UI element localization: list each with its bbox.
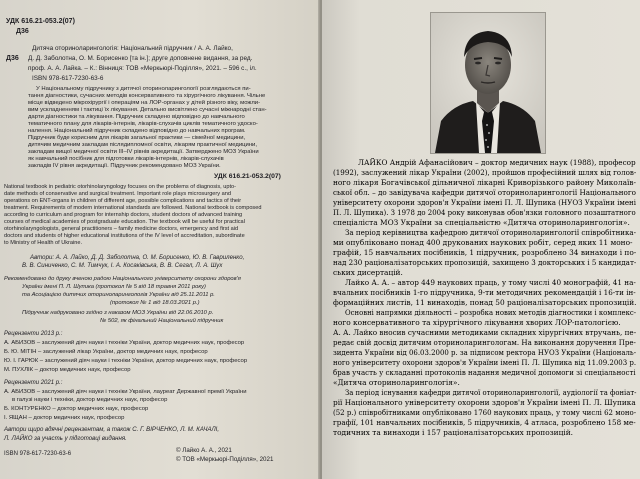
abstract-line: operations on ENT-organs in children of different age, possible complications and tactics of their (4, 198, 242, 204)
abstract-line: закладам вищої медичної освіти III–IV рівнів акредитації. Затверджено МОЗ України (28, 149, 259, 155)
abstract-line: treatment. Requirements of modern international standards are followed. National textbook is composed (4, 205, 262, 211)
approval-line: Рекомендовано до друку вченою радою Національного університету охорони здоров'я (4, 276, 241, 282)
isbn-line: ISBN 978-617-7230-63-6 (32, 75, 104, 82)
reviewer-line: в галузі науки і техніки, доктор медичних наук, професор (12, 397, 168, 403)
bio-line: зидента України від 06.03.2000 р. за підписом ректора НУОЗ України (Національ- (333, 348, 637, 357)
bio-line: тодичних та винаходи і 157 раціоналізаторських пропозицій. (333, 428, 574, 437)
authors-line: Автори: А. А. Лайко, Д. Д. Заболотна, О. М. Борисенко, Ю. В. Гавриленко, (30, 254, 245, 261)
bio-line: над 230 раціоналізаторських пропозицій, захищено 3 докторських і 5 кандидат- (333, 258, 637, 267)
bio-line: графії, 101 навчальних посібників, 5 підручників, 4 атласа, розроблено 158 ме- (333, 418, 636, 427)
bio-line: ЛАЙКО Андрій Афанасійович – доктор медичних наук (1988), професор (358, 158, 636, 167)
approval-line: Підручник надруковано згідно з наказом МОЗ України від 22.06.2010 р. (22, 310, 214, 316)
author-portrait (430, 12, 546, 154)
abstract-line: Підручник буде корисним для лікарів загальної практики — сімейної медицини, (28, 135, 246, 141)
bio-line: А. А. Лайко вносив сучасними методиками складних хірургічних втручань, пе- (333, 328, 637, 337)
bio-line: ських дисертацій. (333, 268, 403, 277)
bio-line: За період існування кафедри дитячої оториноларингології, аудіології та фоніат- (345, 388, 637, 397)
abstract-line: тання діагностики, сучасних методів консервативного та хірургічного лікування. Чільне (28, 93, 266, 99)
biblio-line: Д. Д. Заболотна, О. М. Борисенко [та ін.]; друге доповнене видання, за ред. (28, 55, 253, 62)
bio-line: «Дитяча оториноларингологія». (333, 378, 460, 387)
reviewers-title: Рецензенти 2021 р.: (4, 380, 63, 386)
bio-line: ного університету охорони здоров'я України імені П. Л. Шупика від 11.09.2003 р. (333, 358, 637, 367)
abstract-line: date methods of conservative and surgical treatment. Important role plays microsurgery and (4, 191, 231, 197)
udc-top: УДК 616.21-053.2(07) (6, 18, 75, 25)
portrait-image (431, 13, 545, 153)
reviewer-line: А. АБИЗОВ – заслужений діяч науки і техніки України, доктор медичних наук, професор (4, 340, 245, 346)
udc-mid: УДК 616.21-053.2(07) (214, 173, 281, 180)
bio-line: формаційних листів, 11 винаходів, понад 50 раціоналізаторських пропозицій. (333, 298, 637, 307)
approval-line: № 502, як фінальний Національний підручник (100, 318, 224, 324)
approval-line: України імені П. Л. Шупика (протокол № 5 від 18 травня 2011 року) (22, 284, 206, 290)
reviewer-line: І. ЯЩАН – доктор медичних наук, професор (4, 415, 125, 421)
reviewer-line: Б. Ю. МІТІН – заслужений лікар України, доктор медичних наук, професор (4, 349, 208, 355)
bio-line: рії Національного університету охорони здоров'я України імені П. Л. Шупика (333, 398, 636, 407)
approval-line: та Асоціацією дитячих оториноларингологів України від 25.11.2011 р. (22, 292, 215, 298)
abstract-line: як навчальний посібник для підготовки лікарів-інтернів, лікарів-слухачів (28, 156, 224, 162)
bio-line: редає свій досвід дитячим оториноларингологам. На виконання доручення Пре- (333, 338, 636, 347)
bio-line: (52 р.) співробітниками опубліковано 1760 наукових праць, у тому числі 62 моно- (333, 408, 637, 417)
abstract-line: тематичного плану для лікарів-інтернів, лікарів-слухачів циклів тематичного удоско- (28, 121, 258, 127)
abstract-line: according to curriculum and program for internship doctors, student doctors of advanced training (4, 212, 243, 218)
abstract-line: National textbook in pediatric otorhinolaryngology focuses on the problems of diagnosis, upto- (4, 184, 236, 190)
abstract-line: вим ускладненням і тактиці їх лікування. Детально висвітлено сучасні міжнародні стан- (28, 107, 267, 113)
thanks-line: Автори щиро вдячні рецензентам, а також С. Г. ВІРЧЕНКО, Л. М. КАЧАЛІ, (4, 426, 220, 433)
code-top: Д36 (16, 28, 29, 35)
bio-line: ного лікаря Богачівської дільничної лікарні Криворізького району Миколаїв- (333, 178, 636, 187)
abstract-line: місце відведено мікрохірургії і операціям на ЛОР-органах у дітей різного віку, можли- (28, 100, 261, 106)
copyright-author: © Лайко А. А., 2021 (176, 447, 232, 454)
reviewer-line: Ю. І. ГАРЮК – заслужений діяч науки і техніки України, доктор медичних наук, професор (4, 358, 248, 364)
bio-line: Основні напрямки діяльності – розробка нових методів діагностики і комплекс- (345, 308, 637, 317)
code-main: Д36 (6, 55, 19, 62)
authors-line: В. В. Синиченко, С. М. Тимчук, І. А. Косаківська, В. В. Сегал, Л. А. Шух (22, 262, 223, 269)
bio-line: За період керівництва кафедрою дитячої оториноларингології співробітника- (345, 228, 637, 237)
bio-line: ської обл. – до завідувача кафедри дитячої оториноларингології Національного (333, 188, 636, 197)
bio-line: вчальних посібників 1-го підручника, 9-ти методичних рекомендацій і 16-ти ін- (333, 288, 636, 297)
bio-line: графій, 15 навчальних посібників, 1 підручник, розроблено 34 винаходи і по- (333, 248, 637, 257)
bio-line: ми опубліковано понад 400 друкованих наукових робіт, серед яких 11 моно- (333, 238, 633, 247)
abstract-line: to Ministry of Health of Ukraine. (4, 240, 83, 246)
bio-line: університету охорони здоров'я України імені П. Л. Шупика (НУОЗ України імені (333, 198, 637, 207)
bio-line: спеціаліста МОЗ України за спеціальністю «Дитяча оториноларингологія». (333, 218, 630, 227)
biblio-line: Дитяча оториноларингологія: Національний підручник / А. А. Лайко, (32, 45, 233, 52)
abstract-line: doctors and students of higher educational institutions of the IV level of accreditation, subordinate (4, 233, 245, 239)
abstract-line: courses of medical academies of postgraduate education. The textbook will be useful for practical (4, 219, 245, 225)
reviewer-line: Б. КОНТУРЕНКО – доктор медичних наук, професор (4, 406, 149, 412)
bio-line: П. Л. Шупика). З 1978 до 2004 року виконував обов'язки головного позаштатного (333, 208, 636, 217)
reviewer-line: А. АБИЗОВ – заслужений діяч науки і техніки України, лауреат Державної премії України (4, 389, 247, 395)
copyright-publisher: © ТОВ «Меркьюрі-Поділля», 2021 (176, 456, 274, 463)
bio-line: брав участь у складанні протоколів надання медичної допомоги зі спеціальності (333, 368, 636, 377)
bio-line: Лайко А. А. – автор 449 наукових праць, у тому числі 40 монографій, 41 на- (345, 278, 636, 287)
abstract-line: закладів IV рівня акредитації. Підручник рекомендовано МОЗ України. (28, 163, 221, 169)
isbn-bottom: ISBN 978-617-7230-63-6 (4, 451, 72, 457)
abstract-line: налення. Національний підручник складено відповідно до навчальних програм. (28, 128, 246, 134)
reviewers-title: Рецензенти 2013 р.: (4, 331, 63, 337)
abstract-line: У Національному підручнику з дитячої оториноларингології розглядаються пи- (36, 86, 251, 92)
biblio-line: проф. А. А. Лайка. – К.: Вінниця: ТОВ «Меркьюрі-Поділля», 2021. – 596 с., іл. (28, 65, 257, 72)
abstract-line: otorhinolaryngologists, general practitioners – family medicine doctors, emergency and first aid (4, 226, 239, 232)
bio-line: (1992), заслужений лікар України (2002), пройшов професійний шлях від голов- (333, 168, 637, 177)
thanks-line: Л. ЛАЙКО за участь у підготовці видання. (4, 435, 127, 442)
abstract-line: дитячим медичним закладам післядипломної освіти, лікарям практичної медицини, (28, 142, 257, 148)
approval-line: (протокол № 1 від 18.03.2021 р.) (110, 300, 200, 306)
bio-line: ного консервативного та хірургічного лікування хворих ЛОР-патологією. (333, 318, 621, 327)
abstract-line: дарти діагностики та лікування. Підручник складено відповідно до навчального (28, 114, 245, 120)
reviewer-line: М. ПУХЛІК – доктор медичних наук, професор (4, 367, 131, 373)
